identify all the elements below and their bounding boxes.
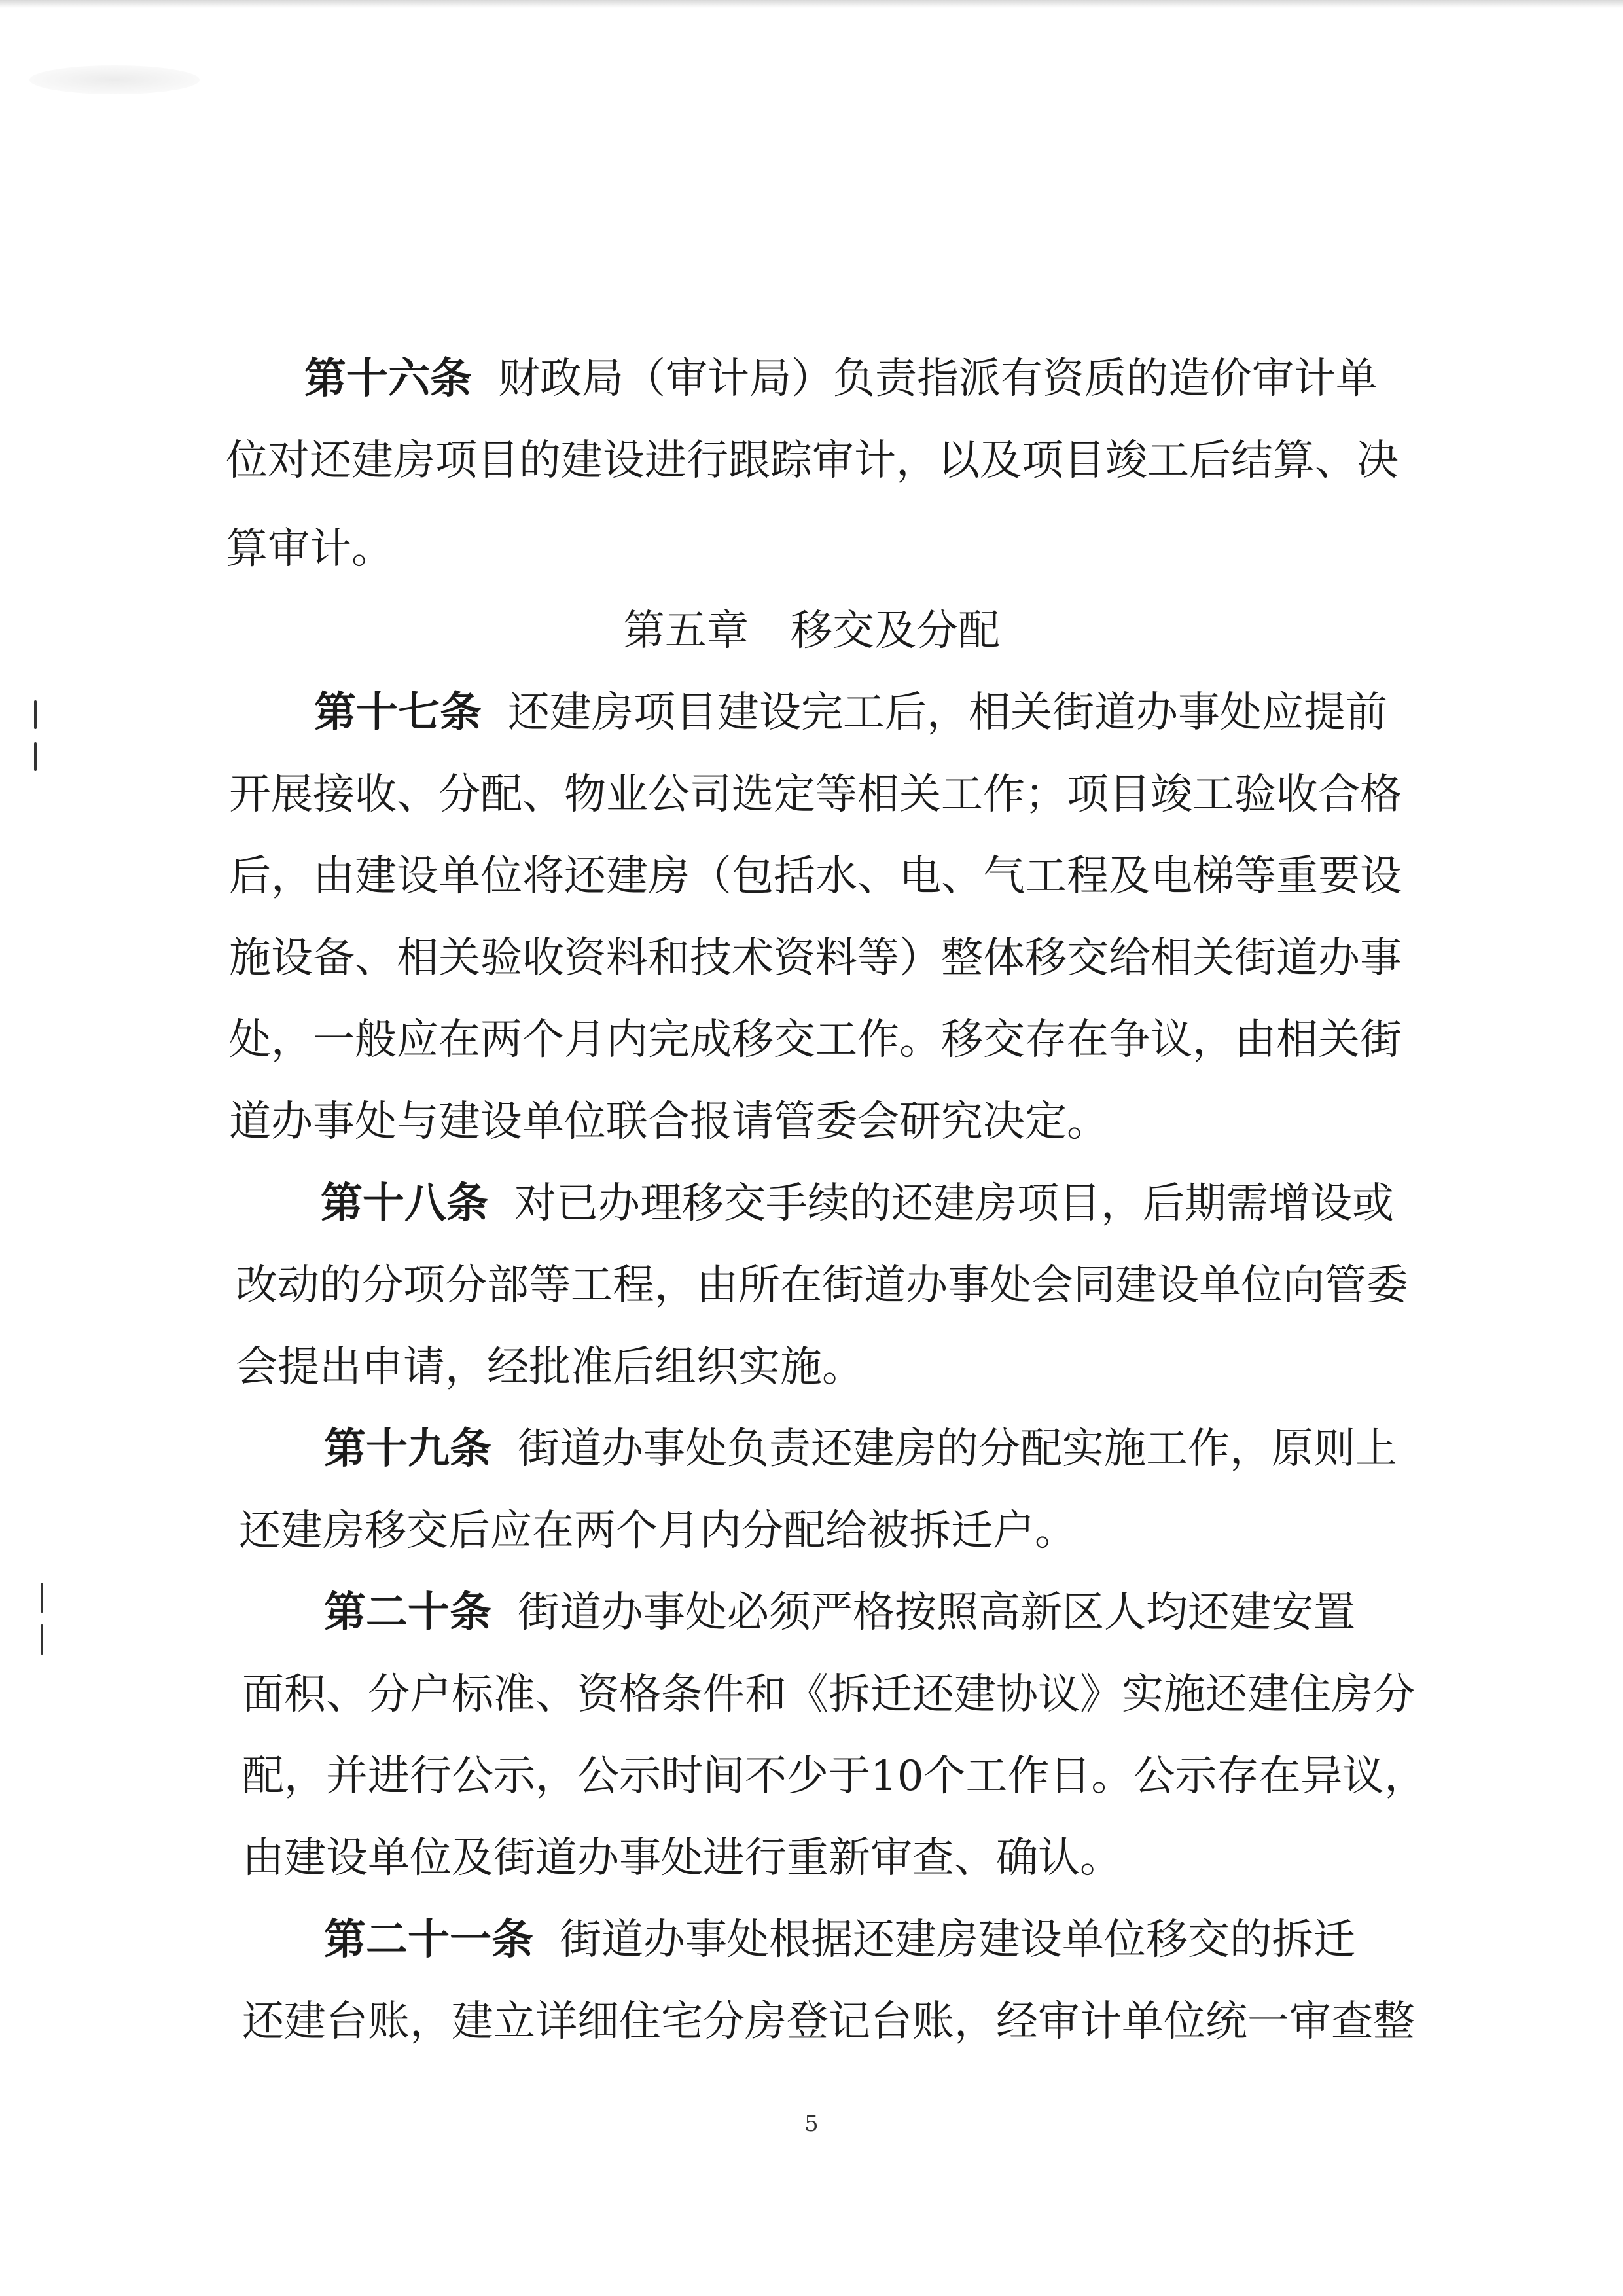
article-label: 第十七条 bbox=[314, 688, 482, 737]
article-17-line-6: 道办事处与建设单位联合报请管委会研究决定。 bbox=[229, 1098, 1109, 1146]
article-17-line-5: 处，一般应在两个月内完成移交工作。移交存在争议，由相关街 bbox=[229, 1016, 1402, 1064]
article-label: 第二十一条 bbox=[324, 1915, 533, 1964]
margin-mark bbox=[41, 1583, 43, 1613]
article-16-line-2: 位对还建房项目的建设进行跟踪审计，以及项目竣工后结算、决 bbox=[226, 437, 1399, 485]
article-21-line-2: 还建台账，建立详细住宅分房登记台账，经审计单位统一审查整 bbox=[242, 1998, 1415, 2046]
margin-mark bbox=[34, 700, 37, 729]
article-20-line-2: 面积、分户标准、资格条件和《拆迁还建协议》实施还建住房分 bbox=[242, 1670, 1415, 1719]
chapter-title: 第五章 移交及分配 bbox=[623, 607, 1000, 655]
article-21-line-1: 第二十一条 街道办事处根据还建房建设单位移交的拆迁 bbox=[324, 1915, 1355, 1964]
scan-edge-shade bbox=[0, 0, 1623, 8]
article-20-line-1: 第二十条 街道办事处必须严格按照高新区人均还建安置 bbox=[324, 1588, 1355, 1637]
article-20-line-3: 配，并进行公示，公示时间不少于10个工作日。公示存在异议， bbox=[242, 1752, 1427, 1801]
article-19-line-2: 还建房移交后应在两个月内分配给被拆迁户。 bbox=[239, 1507, 1077, 1555]
article-18-line-3: 会提出申请，经批准后组织实施。 bbox=[236, 1343, 864, 1391]
article-19-line-1: 第十九条 街道办事处负责还建房的分配实施工作，原则上 bbox=[324, 1424, 1397, 1473]
margin-mark bbox=[34, 742, 37, 771]
article-label: 第十九条 bbox=[324, 1424, 491, 1473]
article-label: 第十六条 bbox=[304, 354, 472, 403]
margin-mark bbox=[41, 1624, 43, 1655]
article-20-line-4: 由建设单位及街道办事处进行重新审查、确认。 bbox=[242, 1834, 1122, 1882]
scan-smudge bbox=[29, 65, 200, 94]
article-16-line-3: 算审计。 bbox=[226, 525, 393, 573]
article-16-line-1: 第十六条 财政局（审计局）负责指派有资质的造价审计单 bbox=[304, 354, 1378, 403]
article-17-line-4: 施设备、相关验收资料和技术资料等）整体移交给相关街道办事 bbox=[229, 934, 1402, 982]
page-number: 5 bbox=[804, 2111, 819, 2137]
article-18-line-1: 第十八条 对已办理移交手续的还建房项目，后期需增设或 bbox=[321, 1179, 1394, 1228]
article-18-line-2: 改动的分项分部等工程，由所在街道办事处会同建设单位向管委 bbox=[236, 1261, 1408, 1310]
article-17-line-2: 开展接收、分配、物业公司选定等相关工作；项目竣工验收合格 bbox=[229, 770, 1402, 819]
article-label: 第二十条 bbox=[324, 1588, 491, 1637]
article-17-line-3: 后，由建设单位将还建房（包括水、电、气工程及电梯等重要设 bbox=[229, 852, 1402, 901]
article-label: 第十八条 bbox=[321, 1179, 488, 1228]
article-17-line-1: 第十七条 还建房项目建设完工后，相关街道办事处应提前 bbox=[314, 688, 1387, 737]
